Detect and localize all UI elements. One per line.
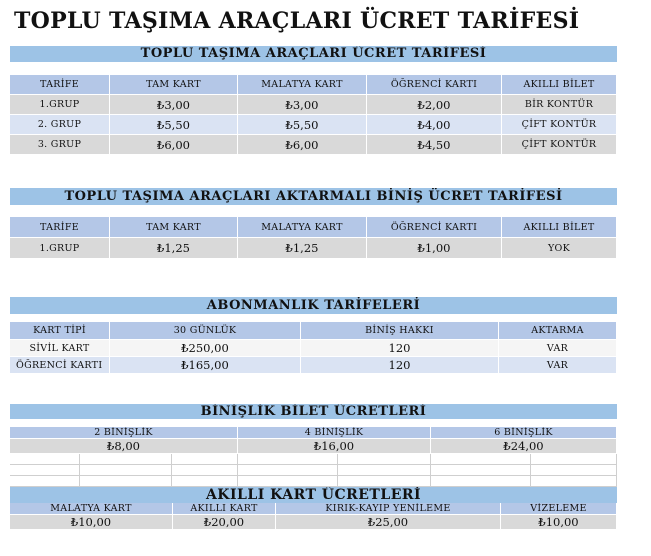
header-cell: VİZELEME (501, 503, 617, 515)
subscription-header-row (10, 322, 617, 340)
empty-cell (172, 476, 238, 487)
ticket-table (10, 404, 617, 487)
header-cell: 30 GÜNLÜK (110, 322, 301, 340)
header-cell: TAM KART (110, 217, 238, 238)
empty-cell (80, 454, 172, 465)
table-cell: ₺2,00 (367, 95, 502, 115)
header-cell: KIRIK-KAYIP YENİLEME (276, 503, 501, 515)
header-cell: 4 BİNİŞLİK (238, 427, 431, 439)
empty-cell (531, 476, 617, 487)
table-row (10, 515, 617, 530)
subscription-table-title: ABONMANLIK TARİFELERİ (10, 297, 617, 314)
tariff-header-row (10, 75, 617, 95)
transfer-table-title: TOPLU TAŞIMA ARAÇLARI AKTARMALI BİNİŞ ÜCRET TARİFESİ (10, 188, 617, 205)
transfer-table (10, 188, 617, 259)
table-cell: ₺8,00 (10, 439, 238, 454)
table-row (10, 238, 617, 259)
empty-cell (10, 454, 80, 465)
table-cell: ÇİFT KONTÜR (502, 115, 617, 135)
header-cell: BİNİŞ HAKKI (301, 322, 499, 340)
empty-cell (338, 465, 431, 476)
header-cell: MALATYA KART (238, 217, 367, 238)
header-cell: 2 BİNİŞLİK (10, 427, 238, 439)
table-cell: ₺10,00 (10, 515, 173, 530)
header-cell: ÖĞRENCİ KARTI (367, 217, 502, 238)
empty-cell (10, 465, 80, 476)
table-row (10, 340, 617, 357)
table-row (10, 357, 617, 374)
page-title: TOPLU TAŞIMA ARAÇLARI ÜCRET TARİFESİ (14, 8, 580, 34)
header-cell: TAM KART (110, 75, 238, 95)
table-cell: ₺1,00 (367, 238, 502, 259)
table-cell: 1.GRUP (10, 95, 110, 115)
header-cell: TARİFE (10, 217, 110, 238)
empty-cell (338, 454, 431, 465)
table-cell: ₺3,00 (110, 95, 238, 115)
subscription-table (10, 297, 617, 374)
header-cell: AKILLI KART (173, 503, 276, 515)
empty-cell (238, 476, 338, 487)
header-cell: AKILLI BİLET (502, 217, 617, 238)
ticket-header-row (10, 427, 617, 439)
tariff-table (10, 46, 617, 155)
table-cell: ₺5,50 (110, 115, 238, 135)
table-cell: ₺5,50 (238, 115, 367, 135)
empty-cell (172, 465, 238, 476)
empty-cell (338, 476, 431, 487)
header-cell: MALATYA KART (238, 75, 367, 95)
empty-cell (431, 465, 531, 476)
smartcard-table (10, 487, 617, 530)
table-cell: ÖĞRENCİ KARTI (10, 357, 110, 374)
header-cell: AKILLI BİLET (502, 75, 617, 95)
empty-cell (238, 465, 338, 476)
transfer-header-row (10, 217, 617, 238)
table-cell: ₺3,00 (238, 95, 367, 115)
table-cell: 120 (301, 340, 499, 357)
table-cell: ₺165,00 (110, 357, 301, 374)
table-cell: BİR KONTÜR (502, 95, 617, 115)
table-cell: ₺4,50 (367, 135, 502, 155)
table-row (10, 95, 617, 115)
table-cell: ₺24,00 (431, 439, 617, 454)
table-cell: SİVİL KART (10, 340, 110, 357)
table-cell: 120 (301, 357, 499, 374)
empty-cell (80, 476, 172, 487)
table-cell: ₺25,00 (276, 515, 501, 530)
table-cell: YOK (502, 238, 617, 259)
empty-cell (10, 476, 80, 487)
header-cell: MALATYA KART (10, 503, 173, 515)
table-cell: ₺1,25 (238, 238, 367, 259)
table-row (10, 135, 617, 155)
table-cell: ₺4,00 (367, 115, 502, 135)
table-cell: ₺10,00 (501, 515, 617, 530)
header-cell: ÖĞRENCİ KARTI (367, 75, 502, 95)
smartcard-table-title: AKILLI KART ÜCRETLERİ (10, 487, 617, 503)
empty-cell (172, 454, 238, 465)
table-cell: ₺20,00 (173, 515, 276, 530)
table-cell: VAR (499, 340, 617, 357)
table-cell: 2. GRUP (10, 115, 110, 135)
empty-cell (431, 454, 531, 465)
table-cell: ₺16,00 (238, 439, 431, 454)
empty-row (10, 465, 617, 476)
empty-row (10, 476, 617, 487)
empty-cell (531, 454, 617, 465)
header-cell: AKTARMA (499, 322, 617, 340)
table-cell: ₺6,00 (238, 135, 367, 155)
table-cell: VAR (499, 357, 617, 374)
empty-cell (238, 454, 338, 465)
header-cell: 6 BİNİŞLİK (431, 427, 617, 439)
table-cell: 1.GRUP (10, 238, 110, 259)
ticket-table-title: BİNİŞLİK BİLET ÜCRETLERİ (10, 404, 617, 419)
table-cell: 3. GRUP (10, 135, 110, 155)
table-row (10, 439, 617, 454)
table-cell: ÇİFT KONTÜR (502, 135, 617, 155)
smartcard-header-row (10, 503, 617, 515)
tariff-table-title: TOPLU TAŞIMA ARAÇLARI ÜCRET TARİFESİ (10, 46, 617, 62)
empty-row (10, 454, 617, 465)
table-cell: ₺1,25 (110, 238, 238, 259)
empty-cell (80, 465, 172, 476)
table-cell: ₺6,00 (110, 135, 238, 155)
empty-cell (531, 465, 617, 476)
table-row (10, 115, 617, 135)
header-cell: TARİFE (10, 75, 110, 95)
table-cell: ₺250,00 (110, 340, 301, 357)
empty-cell (431, 476, 531, 487)
header-cell: KART TİPİ (10, 322, 110, 340)
